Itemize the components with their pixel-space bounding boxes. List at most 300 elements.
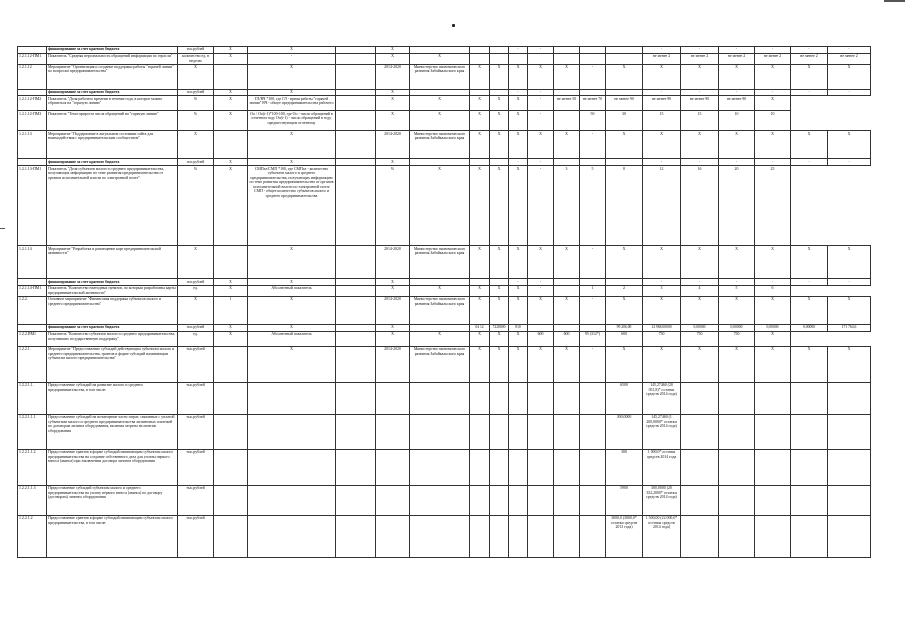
row-code-cell: 1.2.1.13 [18,131,47,159]
table-cell: тыс.рублей [178,485,214,515]
table-cell [470,515,490,557]
table-cell [336,285,376,296]
table-cell: 2 [606,285,643,296]
row-code-cell [18,279,47,286]
table-cell: 10 [755,111,791,131]
table-cell [681,515,719,557]
table-row [18,285,871,296]
table-cell [376,485,410,515]
table-cell: X [178,246,214,279]
table-cell [490,47,509,54]
table-cell: X [214,166,248,246]
table-cell [410,89,470,96]
table-cell: 145,27460 (1 200,0000* остатки средств 2014 года) [643,414,681,449]
table-cell [528,414,554,449]
table-cell [336,246,376,279]
table-cell: 750 [643,331,681,346]
table-cell: 5 [719,285,755,296]
table-cell: - [791,159,828,166]
table-cell: X [214,331,248,346]
table-cell [214,382,248,414]
table-cell: - [719,47,755,54]
table-cell: 3 [643,285,681,296]
table-cell: не менее 90 [719,96,755,111]
table-cell: 0,00000 [719,324,755,331]
table-cell: % [178,111,214,131]
table-cell: 15 [681,111,719,131]
table-cell: X [509,166,528,246]
table-row [18,47,871,54]
table-cell [470,485,490,515]
row-code-cell: 1.2.2.1.1.1 [18,414,47,449]
table-cell [214,246,248,279]
table-cell: X [755,246,791,279]
row-code-cell: 1.2.2. [18,296,47,324]
table-cell: X [410,111,470,131]
table-cell: - [528,166,554,246]
table-row [18,449,871,485]
table-cell: X [490,285,509,296]
row-description-cell: финансирование за счет краевого бюджета [47,89,178,96]
program-activities-table [17,46,871,558]
table-cell: - [528,159,554,166]
table-cell [336,515,376,557]
table-cell: - [643,279,681,286]
table-cell: X [681,346,719,382]
table-cell: X [248,324,336,331]
table-cell: X [755,331,791,346]
table-cell: не менее 2 [643,53,681,64]
row-code-cell: 1.2.2.1. [18,346,47,382]
table-cell: X [214,47,248,54]
table-cell [528,53,554,64]
table-cell: X [719,64,755,89]
table-row [18,331,871,346]
row-code-cell [18,324,47,331]
table-cell: X [410,285,470,296]
table-cell [336,89,376,96]
table-cell: X [643,131,681,159]
table-cell: X [214,285,248,296]
table-cell: - [509,89,528,96]
table-cell: X [643,346,681,382]
table-cell [410,279,470,286]
table-cell [248,485,336,515]
table-cell [554,279,580,286]
table-cell: X [248,64,336,89]
table-cell [791,485,828,515]
table-cell: 0,00000 [681,324,719,331]
table-cell: тыс.рублей [178,324,214,331]
table-cell: Оо / Оо(t-1)*100-100, где Оо - число обращений в отчетном году Оо(t-1) - число обращений в году, предшествующем отчетному [248,111,336,131]
row-code-cell: 1.2.1.12-ПМ1 [18,53,47,64]
table-cell [336,96,376,111]
table-cell [580,449,606,485]
table-cell: ед. [178,331,214,346]
table-cell: 300,0000 [606,414,643,449]
table-cell: 10 [719,111,755,131]
table-cell: X [470,166,490,246]
table-cell: - [528,279,554,286]
table-cell: 145,27460 (20 051,8)* остатки средств 2014 года) [643,382,681,414]
table-cell [248,449,336,485]
table-cell: Министерство экономического развития Забайкальского края [410,131,470,159]
table-cell: 600 [606,331,643,346]
table-cell: 2014-2020 [376,246,410,279]
table-cell [248,414,336,449]
table-cell: X [554,246,580,279]
row-description-cell: Предоставление субсидий субъектам малого и среднего предпринимательства на уплату первого взноса (аванса) по договору (договорам) лизинга оборудования [47,485,178,515]
table-cell: X [248,89,336,96]
table-cell: X [755,64,791,89]
table-cell: не менее 90 [606,96,643,111]
table-cell [410,159,470,166]
row-description-cell: Предоставление субсидий на развитие малого и среднего предпринимательства, в том числе: [47,382,178,414]
table-cell [681,449,719,485]
table-cell [509,485,528,515]
table-cell: - [719,279,755,286]
table-cell [554,515,580,557]
table-cell: - [528,47,554,54]
table-cell [580,382,606,414]
table-cell: X [755,296,791,324]
table-cell [490,414,509,449]
table-cell: тыс.рублей [178,279,214,286]
table-cell: ед. [178,285,214,296]
table-cell: - [755,159,791,166]
table-cell [580,47,606,54]
table-cell [580,89,606,96]
table-cell [336,159,376,166]
table-cell: не менее 70 [580,96,606,111]
row-description-cell: Мероприятие "Разработка и размещение карт предпринимательской активности" [47,246,178,279]
table-cell [214,414,248,449]
table-cell: не менее 90 [643,96,681,111]
table-cell: X [509,111,528,131]
table-cell [470,53,490,64]
table-cell [376,382,410,414]
table-cell [828,414,871,449]
table-cell: - [580,64,606,89]
table-cell: X [755,96,791,111]
table-cell: Министерство экономического развития Забайкальского края [410,246,470,279]
table-cell [376,515,410,557]
table-cell: 50 [580,111,606,131]
table-cell [509,53,528,64]
table-cell [336,131,376,159]
table-cell [719,515,755,557]
table-cell [580,324,606,331]
table-cell [681,382,719,414]
table-cell: X [509,131,528,159]
table-cell [554,485,580,515]
row-code-cell: 1.2.1.12-ПМ2 [18,96,47,111]
table-cell [719,414,755,449]
scan-edge-mark [0,228,5,229]
table-cell: X [470,331,490,346]
table-row [18,324,871,331]
table-cell: - [681,279,719,286]
table-cell: 0,00000 [791,324,828,331]
table-cell: - [643,159,681,166]
table-cell [509,449,528,485]
table-cell [470,449,490,485]
table-cell: X [376,324,410,331]
table-cell: - [828,89,871,96]
table-cell: 15 [643,111,681,131]
table-cell: - [719,159,755,166]
table-cell: X [410,331,470,346]
table-cell: X [376,285,410,296]
table-cell: 16 [681,166,719,246]
table-cell: - [509,159,528,166]
table-cell: X [509,64,528,89]
table-cell [755,449,791,485]
table-cell: 12 [643,166,681,246]
table-cell: Министерство экономического развития Забайкальского края [410,296,470,324]
table-cell [554,449,580,485]
table-cell [470,159,490,166]
table-cell: 600 [528,331,554,346]
table-cell [410,485,470,515]
table-cell: тыс.рублей [178,346,214,382]
table-cell: X [214,53,248,64]
table-cell: X [178,296,214,324]
table-cell: - [248,53,336,64]
table-cell [336,47,376,54]
row-description-cell: Предоставление грантов в форме субсидий начинающим субъектам малого предпринимательства, в том числе: [47,515,178,557]
table-row [18,485,871,515]
table-cell: - [580,246,606,279]
table-cell: X [643,296,681,324]
table-cell [580,485,606,515]
table-cell [336,382,376,414]
table-cell [681,485,719,515]
table-cell [470,382,490,414]
table-cell: X [490,296,509,324]
table-cell [554,111,580,131]
table-cell: X [828,131,871,159]
table-cell: 99 206,00 [606,324,643,331]
table-cell: - [791,47,828,54]
table-cell: 7228000 [490,324,509,331]
table-cell: Министерство экономического развития Забайкальского края [410,346,470,382]
table-cell: X [554,131,580,159]
table-cell [410,449,470,485]
table-cell: X [681,131,719,159]
table-cell [509,414,528,449]
table-cell: не менее 2 [755,53,791,64]
table-row [18,166,871,246]
table-cell: X [509,96,528,111]
row-description-cell: Показатель "Доля субъектов малого и среднего предпринимательства, получающих информацию по теме развития предпринимательства от органов исполнительной власти по электронной почте" [47,166,178,246]
table-cell: - [681,159,719,166]
table-cell [336,53,376,64]
row-code-cell: 1.2.2.1.1.3 [18,485,47,515]
table-cell: - [580,296,606,324]
table-cell: X [643,246,681,279]
table-cell [528,449,554,485]
table-cell [336,331,376,346]
table-cell: X [470,296,490,324]
row-code-cell: 1.2.2.1.1.2 [18,449,47,485]
row-description-cell: Мероприятие "Поддержание в актуальном состоянии сайта для взаимодействия с предпринимательским сообществом" [47,131,178,159]
table-cell: X [248,279,336,286]
table-cell [336,485,376,515]
table-cell: 171 764,6 [828,324,871,331]
table-cell: X [470,64,490,89]
table-cell: X [248,47,336,54]
table-cell [755,515,791,557]
table-cell [490,89,509,96]
table-row [18,246,871,279]
row-code-cell [18,89,47,96]
table-cell: тыс.рублей [178,449,214,485]
table-cell: не менее 2 [719,53,755,64]
table-cell: X [828,246,871,279]
table-cell: СМПэл/СМП *100, где СМПэл - количество субъектов малого и среднего предпринимательства, получающих информацию по теме развития предпринимательства от органов исполнительной власти по электронной почте СМП - общее количество субъектов малого и среднего предпринимательства [248,166,336,246]
table-cell: X [828,64,871,89]
table-cell: X [528,131,554,159]
table-cell: X [509,346,528,382]
table-cell: 2014-2020 [376,131,410,159]
table-cell: X [410,53,470,64]
table-cell: X [470,346,490,382]
table-cell [554,159,580,166]
table-cell [681,414,719,449]
table-row [18,414,871,449]
table-cell: 750 [719,331,755,346]
table-row [18,382,871,414]
row-description-cell: финансирование за счет краевого бюджета [47,159,178,166]
row-description-cell: Показатель "Количество ежегодных пунктов, по которым разработаны карты предпринимательской активности" [48,286,176,295]
table-cell: X [791,131,828,159]
row-description-cell: финансирование за счет краевого бюджета [47,47,178,54]
table-cell: - [643,89,681,96]
table-cell: X [606,131,643,159]
table-cell: не менее 2 [828,53,871,64]
table-cell: тыс.рублей [178,382,214,414]
table-cell: 6500 [606,382,643,414]
table-cell [470,414,490,449]
table-cell [336,166,376,246]
table-body [18,47,871,558]
table-cell: 3 [554,166,580,246]
table-cell [755,485,791,515]
table-cell: - [755,47,791,54]
table-cell: X [755,346,791,382]
table-cell: - [755,279,791,286]
table-cell: 5900 [606,485,643,515]
table-cell: - [755,89,791,96]
table-cell: не менее 90 [681,96,719,111]
row-code-cell: 1.2.2.1.1. [18,382,47,414]
table-cell: 04 12 [470,324,490,331]
row-code-cell: 1.2.1.14 [18,246,47,279]
scan-corner-line [884,0,905,2]
table-cell [554,285,580,296]
table-cell: X [470,285,490,296]
table-cell: X [509,296,528,324]
table-cell [791,515,828,557]
page-mark [452,24,455,27]
row-description-cell: финансирование за счет краевого бюджета [47,279,178,286]
table-cell: X [376,159,410,166]
table-cell [470,89,490,96]
table-cell: - [719,89,755,96]
table-cell: X [470,246,490,279]
table-cell: X [248,246,336,279]
table-cell: X [490,111,509,131]
table-cell [509,382,528,414]
table-cell: X [376,89,410,96]
table-row [18,279,871,286]
table-cell: Абсолютный показатель [248,285,336,296]
table-cell [336,111,376,131]
table-cell [580,159,606,166]
table-cell [490,53,509,64]
table-cell: X [376,47,410,54]
table-cell [490,279,509,286]
table-cell [791,414,828,449]
row-description-cell: Показатель "Темп прироста числа обращений на "горячую линию" [47,111,178,131]
table-cell: X [791,346,828,382]
table-cell: X [248,159,336,166]
table-cell: 1 500,00 (22 000,0* остатки средств 2014 года) [643,515,681,557]
table-cell [248,515,336,557]
table-cell: X [719,246,755,279]
table-cell: X [755,131,791,159]
table-cell [509,515,528,557]
table-cell [336,346,376,382]
table-cell: X [606,64,643,89]
table-cell: X [214,89,248,96]
table-cell [554,414,580,449]
table-cell [528,382,554,414]
table-cell: - [509,279,528,286]
row-code-cell: 1.2.2.1.2 [18,515,47,557]
table-cell: % [178,96,214,111]
row-code-cell: 1.2.1.12-ПМ3 [18,111,47,131]
row-code-cell [18,159,47,166]
table-cell: 5 [580,166,606,246]
table-row [18,53,871,64]
table-cell: X [528,64,554,89]
table-cell: - [509,47,528,54]
table-cell [554,382,580,414]
table-cell: X [214,96,248,111]
table-cell: X [791,246,828,279]
table-cell: 1 [214,296,248,324]
table-cell [214,64,248,89]
table-cell: X [509,246,528,279]
table-cell: - [643,47,681,54]
row-description-cell: Предоставление субсидий на возмещение части затрат, связанных с уплатой субъектами малого и среднего предпринимательства лизинговых платежей по договорам лизинга оборудования, включая затраты на монтаж оборудования [47,414,178,449]
table-cell [719,382,755,414]
table-cell [470,279,490,286]
table-cell [606,53,643,64]
table-cell [214,449,248,485]
table-cell: X [376,111,410,131]
table-cell: - [828,47,871,54]
table-cell [248,382,336,414]
table-cell [580,414,606,449]
table-cell: 810 [509,324,528,331]
table-cell: X [528,346,554,382]
table-cell [828,515,871,557]
table-cell [580,279,606,286]
table-cell: X [554,296,580,324]
